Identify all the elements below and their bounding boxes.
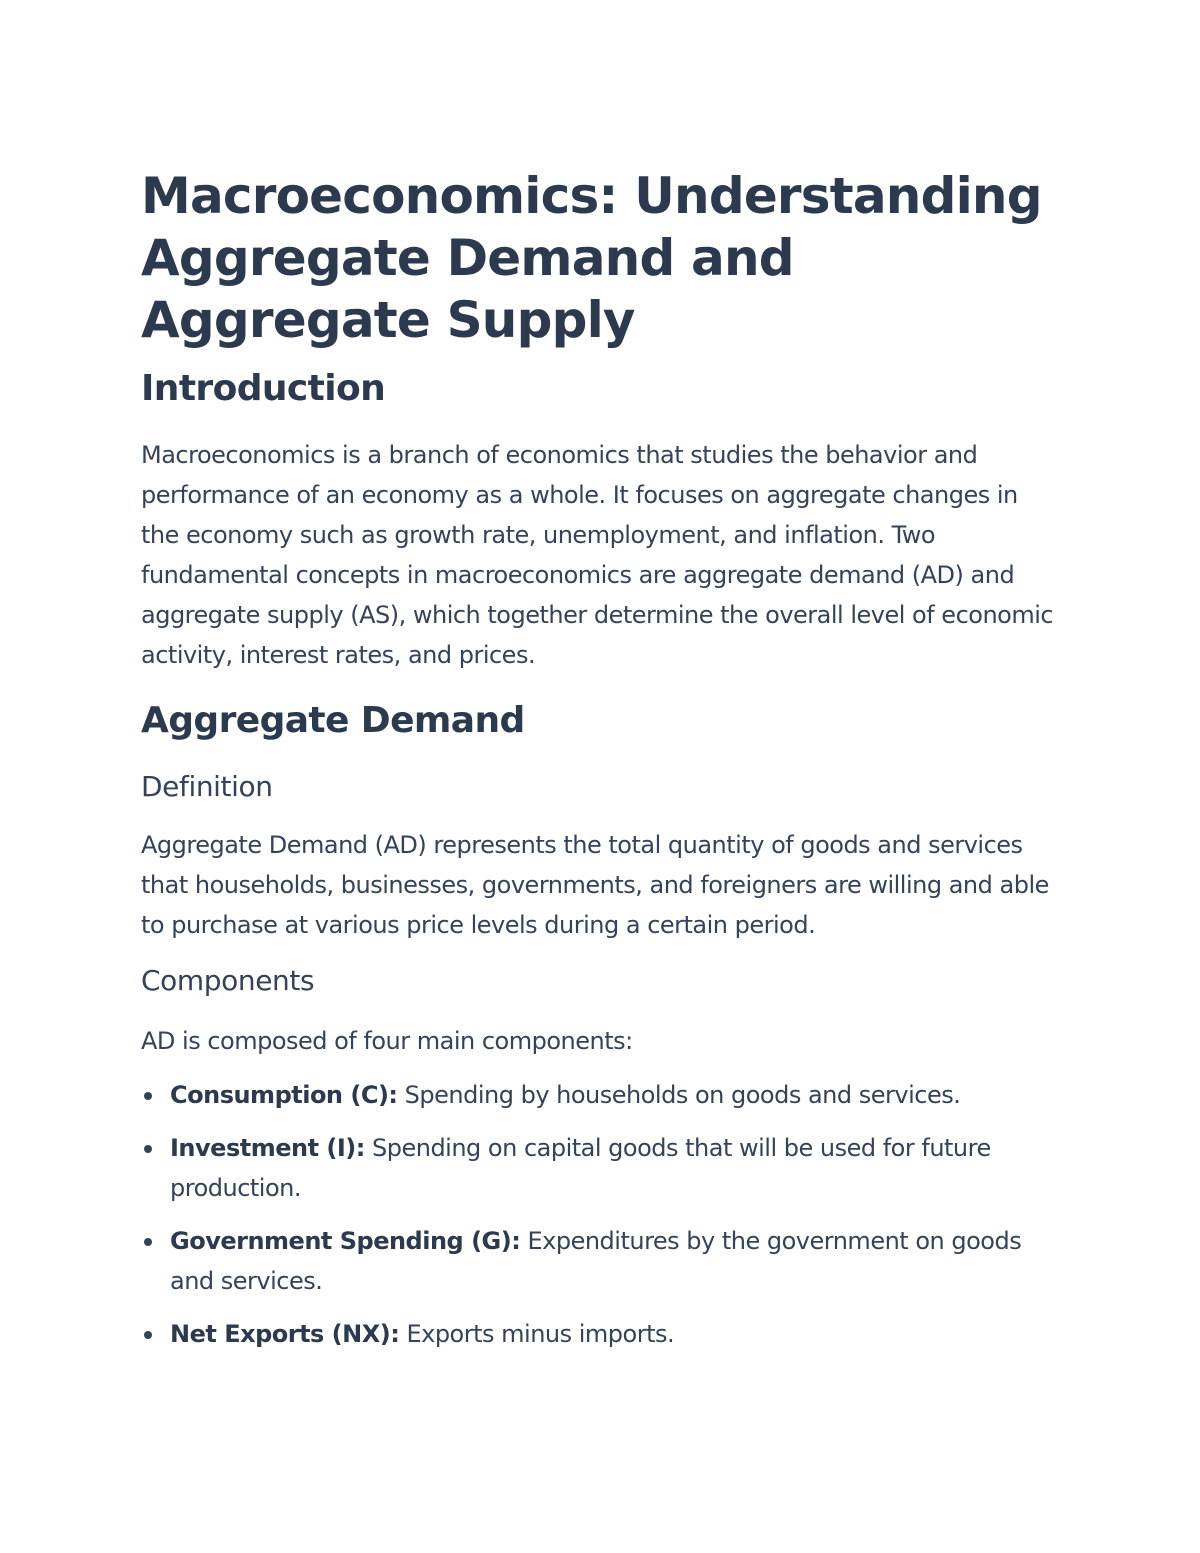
components-intro: AD is composed of four main components: <box>141 1027 633 1055</box>
component-description: Spending on capital goods that will be used for future production. <box>170 1134 991 1202</box>
introduction-heading: Introduction <box>141 368 386 409</box>
introduction-paragraph: Macroeconomics is a branch of economics that studies the behavior and performance of an economy as a whole. It focuses on aggregate changes in the economy such as growth rate, unemployment, and inflation. Two fundamental concepts in macroeconomics are aggregate demand (AD) and aggregate supply (AS), which together determine the overall level of economic activity, interest rates, and prices. <box>141 441 1054 669</box>
document-page <box>141 165 1061 1367</box>
components-heading: Components <box>141 964 315 997</box>
component-description: Expenditures by the government on goods and services. <box>170 1227 1022 1295</box>
list-item <box>141 1128 1061 1208</box>
bullet-icon <box>144 1331 152 1339</box>
component-term: Net Exports (NX): <box>170 1320 400 1348</box>
definition-heading: Definition <box>141 770 273 803</box>
component-description: Spending by households on goods and services. <box>404 1081 961 1109</box>
component-term: Consumption (C): <box>170 1081 398 1109</box>
component-term: Investment (I): <box>170 1134 365 1162</box>
components-list <box>141 1075 1061 1354</box>
list-item <box>141 1314 1061 1354</box>
bullet-icon <box>144 1092 152 1100</box>
component-description: Exports minus imports. <box>406 1320 675 1348</box>
definition-paragraph: Aggregate Demand (AD) represents the total quantity of goods and services that households, businesses, governments, and foreigners are willing and able to purchase at various price levels during a certain period. <box>141 831 1049 939</box>
document-title: Macroeconomics: Understanding Aggregate Demand and Aggregate Supply <box>141 167 1042 349</box>
aggregate-demand-heading: Aggregate Demand <box>141 700 525 741</box>
bullet-icon <box>144 1145 152 1153</box>
list-item <box>141 1221 1061 1301</box>
component-term: Government Spending (G): <box>170 1227 521 1255</box>
bullet-icon <box>144 1238 152 1246</box>
list-item <box>141 1075 1061 1115</box>
